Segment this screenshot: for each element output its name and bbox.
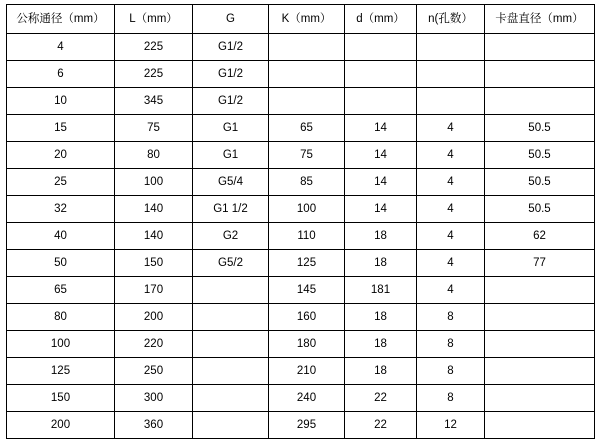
cell-nominal-diameter: 25: [7, 169, 115, 196]
cell-chuck-diameter: 50.5: [485, 196, 595, 223]
cell-k: 295: [269, 412, 345, 439]
cell-hole-count: 4: [417, 196, 485, 223]
table-header: [7, 5, 595, 34]
cell-thread: G1/2: [193, 88, 269, 115]
column-header-length: L（mm）: [115, 5, 193, 34]
cell-d: 22: [345, 412, 417, 439]
cell-length: 225: [115, 61, 193, 88]
cell-length: 140: [115, 223, 193, 250]
table-row: [7, 250, 595, 277]
cell-thread: G1 1/2: [193, 196, 269, 223]
cell-nominal-diameter: 6: [7, 61, 115, 88]
cell-d: 14: [345, 196, 417, 223]
cell-chuck-diameter: 62: [485, 223, 595, 250]
cell-hole-count: 8: [417, 385, 485, 412]
cell-thread: G5/4: [193, 169, 269, 196]
column-header-nominal-diameter: 公称通径（mm）: [7, 5, 115, 34]
cell-thread: G1/2: [193, 34, 269, 61]
cell-thread: [193, 412, 269, 439]
table-row: [7, 196, 595, 223]
table-row: [7, 115, 595, 142]
cell-d: 14: [345, 115, 417, 142]
cell-chuck-diameter: [485, 277, 595, 304]
cell-thread: [193, 304, 269, 331]
cell-nominal-diameter: 100: [7, 331, 115, 358]
cell-hole-count: 4: [417, 223, 485, 250]
cell-hole-count: 8: [417, 304, 485, 331]
cell-d: 18: [345, 250, 417, 277]
cell-hole-count: 4: [417, 142, 485, 169]
cell-chuck-diameter: [485, 358, 595, 385]
cell-k: [269, 88, 345, 115]
cell-hole-count: 4: [417, 169, 485, 196]
cell-chuck-diameter: 50.5: [485, 115, 595, 142]
cell-nominal-diameter: 50: [7, 250, 115, 277]
cell-d: 181: [345, 277, 417, 304]
cell-chuck-diameter: 50.5: [485, 169, 595, 196]
cell-chuck-diameter: [485, 412, 595, 439]
cell-k: 100: [269, 196, 345, 223]
cell-hole-count: [417, 34, 485, 61]
cell-chuck-diameter: 77: [485, 250, 595, 277]
cell-d: 18: [345, 223, 417, 250]
column-header-thread: G: [193, 5, 269, 34]
cell-hole-count: 4: [417, 115, 485, 142]
table-row: [7, 223, 595, 250]
cell-k: [269, 61, 345, 88]
cell-d: 14: [345, 169, 417, 196]
table-row: [7, 277, 595, 304]
cell-length: 345: [115, 88, 193, 115]
cell-thread: G5/2: [193, 250, 269, 277]
table-row: [7, 412, 595, 439]
cell-thread: [193, 277, 269, 304]
cell-k: 240: [269, 385, 345, 412]
cell-hole-count: 4: [417, 250, 485, 277]
cell-length: 100: [115, 169, 193, 196]
cell-thread: G1/2: [193, 61, 269, 88]
column-header-d: d（mm）: [345, 5, 417, 34]
cell-length: 220: [115, 331, 193, 358]
table-row: [7, 385, 595, 412]
table-row: [7, 304, 595, 331]
cell-length: 250: [115, 358, 193, 385]
cell-nominal-diameter: 150: [7, 385, 115, 412]
table-row: [7, 61, 595, 88]
table-row: [7, 142, 595, 169]
cell-length: 360: [115, 412, 193, 439]
cell-d: 18: [345, 358, 417, 385]
cell-chuck-diameter: [485, 61, 595, 88]
cell-k: [269, 34, 345, 61]
cell-length: 170: [115, 277, 193, 304]
cell-k: 180: [269, 331, 345, 358]
cell-hole-count: 8: [417, 358, 485, 385]
cell-k: 65: [269, 115, 345, 142]
cell-k: 75: [269, 142, 345, 169]
cell-length: 300: [115, 385, 193, 412]
cell-hole-count: 12: [417, 412, 485, 439]
cell-chuck-diameter: [485, 331, 595, 358]
cell-thread: G1: [193, 115, 269, 142]
cell-length: 75: [115, 115, 193, 142]
cell-length: 150: [115, 250, 193, 277]
cell-nominal-diameter: 10: [7, 88, 115, 115]
cell-nominal-diameter: 80: [7, 304, 115, 331]
cell-k: 125: [269, 250, 345, 277]
cell-chuck-diameter: 50.5: [485, 142, 595, 169]
cell-length: 80: [115, 142, 193, 169]
cell-k: 160: [269, 304, 345, 331]
cell-nominal-diameter: 40: [7, 223, 115, 250]
cell-nominal-diameter: 4: [7, 34, 115, 61]
specification-table: [6, 4, 595, 439]
cell-chuck-diameter: [485, 385, 595, 412]
cell-nominal-diameter: 15: [7, 115, 115, 142]
table-row: [7, 331, 595, 358]
cell-thread: G2: [193, 223, 269, 250]
cell-d: 22: [345, 385, 417, 412]
cell-length: 140: [115, 196, 193, 223]
cell-nominal-diameter: 20: [7, 142, 115, 169]
table-header-row: [7, 5, 595, 34]
column-header-hole-count: n(孔数）: [417, 5, 485, 34]
column-header-chuck-diameter: 卡盘直径（mm）: [485, 5, 595, 34]
table-row: [7, 169, 595, 196]
table-row: [7, 358, 595, 385]
cell-k: 85: [269, 169, 345, 196]
cell-hole-count: 4: [417, 277, 485, 304]
table-row: [7, 88, 595, 115]
cell-nominal-diameter: 200: [7, 412, 115, 439]
cell-chuck-diameter: [485, 34, 595, 61]
cell-d: 18: [345, 331, 417, 358]
cell-length: 225: [115, 34, 193, 61]
cell-k: 145: [269, 277, 345, 304]
cell-chuck-diameter: [485, 304, 595, 331]
cell-d: 14: [345, 142, 417, 169]
cell-nominal-diameter: 125: [7, 358, 115, 385]
column-header-k: K（mm）: [269, 5, 345, 34]
cell-d: [345, 34, 417, 61]
cell-hole-count: 8: [417, 331, 485, 358]
cell-thread: [193, 358, 269, 385]
cell-hole-count: [417, 61, 485, 88]
cell-hole-count: [417, 88, 485, 115]
cell-thread: [193, 331, 269, 358]
table-row: [7, 34, 595, 61]
cell-k: 210: [269, 358, 345, 385]
cell-d: [345, 88, 417, 115]
cell-k: 110: [269, 223, 345, 250]
cell-chuck-diameter: [485, 88, 595, 115]
cell-thread: G1: [193, 142, 269, 169]
cell-length: 200: [115, 304, 193, 331]
cell-d: [345, 61, 417, 88]
table-body: [7, 34, 595, 439]
cell-nominal-diameter: 65: [7, 277, 115, 304]
cell-nominal-diameter: 32: [7, 196, 115, 223]
cell-d: 18: [345, 304, 417, 331]
cell-thread: [193, 385, 269, 412]
